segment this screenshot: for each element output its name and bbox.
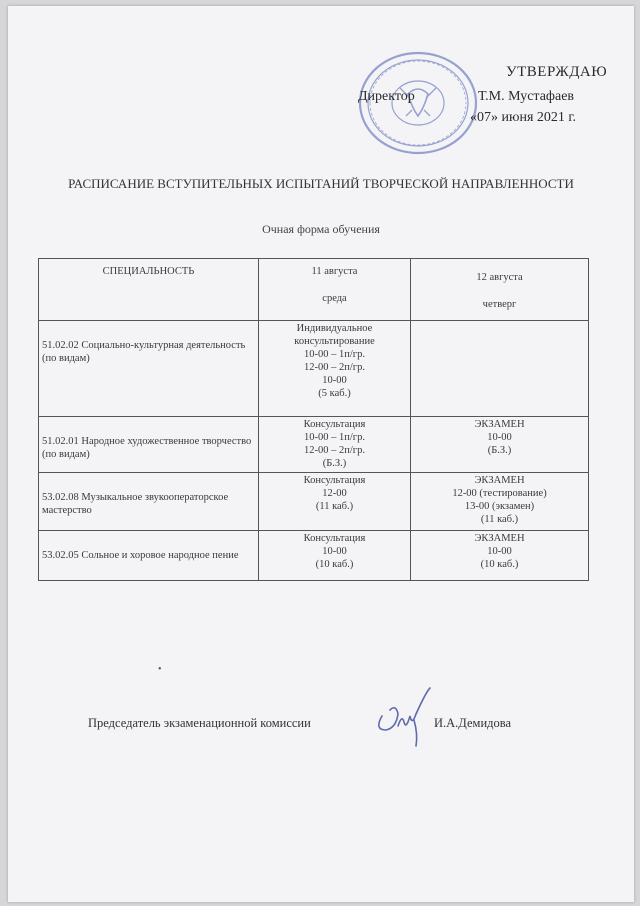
header-specialty: СПЕЦИАЛЬНОСТЬ — [39, 259, 259, 321]
cell-line: ЭКЗАМЕН — [474, 533, 525, 544]
specialty-cell: 53.02.08 Музыкальное звукооператорское мастерство — [39, 473, 259, 531]
specialty-cell: 51.02.01 Народное художественное творчество (по видам) — [39, 417, 259, 473]
cell-line: 10-00 — [322, 546, 347, 557]
cell-line: (Б.З.) — [322, 458, 347, 469]
cell-line: (10 каб.) — [480, 559, 519, 570]
footer-signature-line — [8, 714, 634, 754]
approval-block — [358, 64, 608, 134]
director-line — [358, 89, 574, 105]
document-title: РАСПИСАНИЕ ВСТУПИТЕЛЬНЫХ ИСПЫТАНИЙ ТВОРЧЕСКОЙ НАПРАВЛЕННОСТИ — [68, 176, 574, 191]
header-day2 — [411, 259, 589, 321]
approval-word: УТВЕРЖДАЮ — [506, 64, 608, 80]
cell-line: 10-00 – 1п/гр. — [304, 432, 365, 443]
header-day2-weekday: четверг — [482, 299, 517, 310]
cell-line: 12-00 — [322, 488, 347, 499]
table-body — [39, 321, 589, 581]
day1-cell — [259, 321, 411, 417]
document-subtitle: Очная форма обучения — [262, 222, 380, 236]
cell-line: 12-00 – 2п/гр. — [304, 362, 365, 373]
cell-line: 13-00 (экзамен) — [464, 501, 535, 512]
chair-name: И.А.Демидова — [434, 716, 512, 730]
specialty-cell: 51.02.02 Социально-культурная деятельность (по видам) — [39, 321, 259, 417]
cell-line: Консультация — [303, 419, 366, 430]
table-row — [39, 473, 589, 531]
cell-line: 12-00 – 2п/гр. — [304, 445, 365, 456]
table-row — [39, 531, 589, 581]
header-day1 — [259, 259, 411, 321]
day2-cell — [411, 473, 589, 531]
cell-line: (10 каб.) — [315, 559, 354, 570]
cell-line: (5 каб.) — [318, 388, 351, 399]
cell-line: Индивидуальное — [296, 323, 373, 334]
cell-line: (11 каб.) — [480, 514, 519, 525]
cell-line: Консультация — [303, 475, 366, 486]
table-row — [39, 321, 589, 417]
cell-line: 12-00 (тестирование) — [452, 488, 547, 499]
cell-line: ЭКЗАМЕН — [474, 475, 525, 486]
day2-cell — [411, 417, 589, 473]
day1-cell — [259, 473, 411, 531]
header-day1-weekday: среда — [322, 293, 347, 304]
cell-line: (Б.З.) — [487, 445, 512, 456]
director-label: Директор — [358, 89, 415, 104]
day1-cell — [259, 417, 411, 473]
chair-label: Председатель экзаменационной комиссии — [88, 716, 311, 730]
document-page — [8, 6, 634, 902]
cell-line: ЭКЗАМЕН — [474, 419, 525, 430]
specialty-cell: 53.02.05 Сольное и хоровое народное пение — [39, 531, 259, 581]
approval-date: «07» июня 2021 г. — [470, 110, 577, 125]
cell-line: 10-00 – 1п/гр. — [304, 349, 365, 360]
cell-line: 10-00 — [487, 546, 512, 557]
header-day2-date: 12 августа — [476, 272, 523, 283]
cell-line: (11 каб.) — [315, 501, 354, 512]
day1-cell — [259, 531, 411, 581]
director-name: Т.М. Мустафаев — [478, 89, 575, 104]
table-row — [39, 417, 589, 473]
stray-mark: • — [158, 664, 162, 675]
cell-line: Консультация — [303, 533, 366, 544]
schedule-table — [38, 258, 589, 581]
cell-line: консультирование — [294, 336, 375, 347]
cell-line: 10-00 — [322, 375, 347, 386]
day2-cell — [411, 321, 589, 417]
header-day1-date: 11 августа — [311, 266, 358, 277]
table-header-row — [39, 259, 589, 321]
cell-line: 10-00 — [487, 432, 512, 443]
day2-cell — [411, 531, 589, 581]
